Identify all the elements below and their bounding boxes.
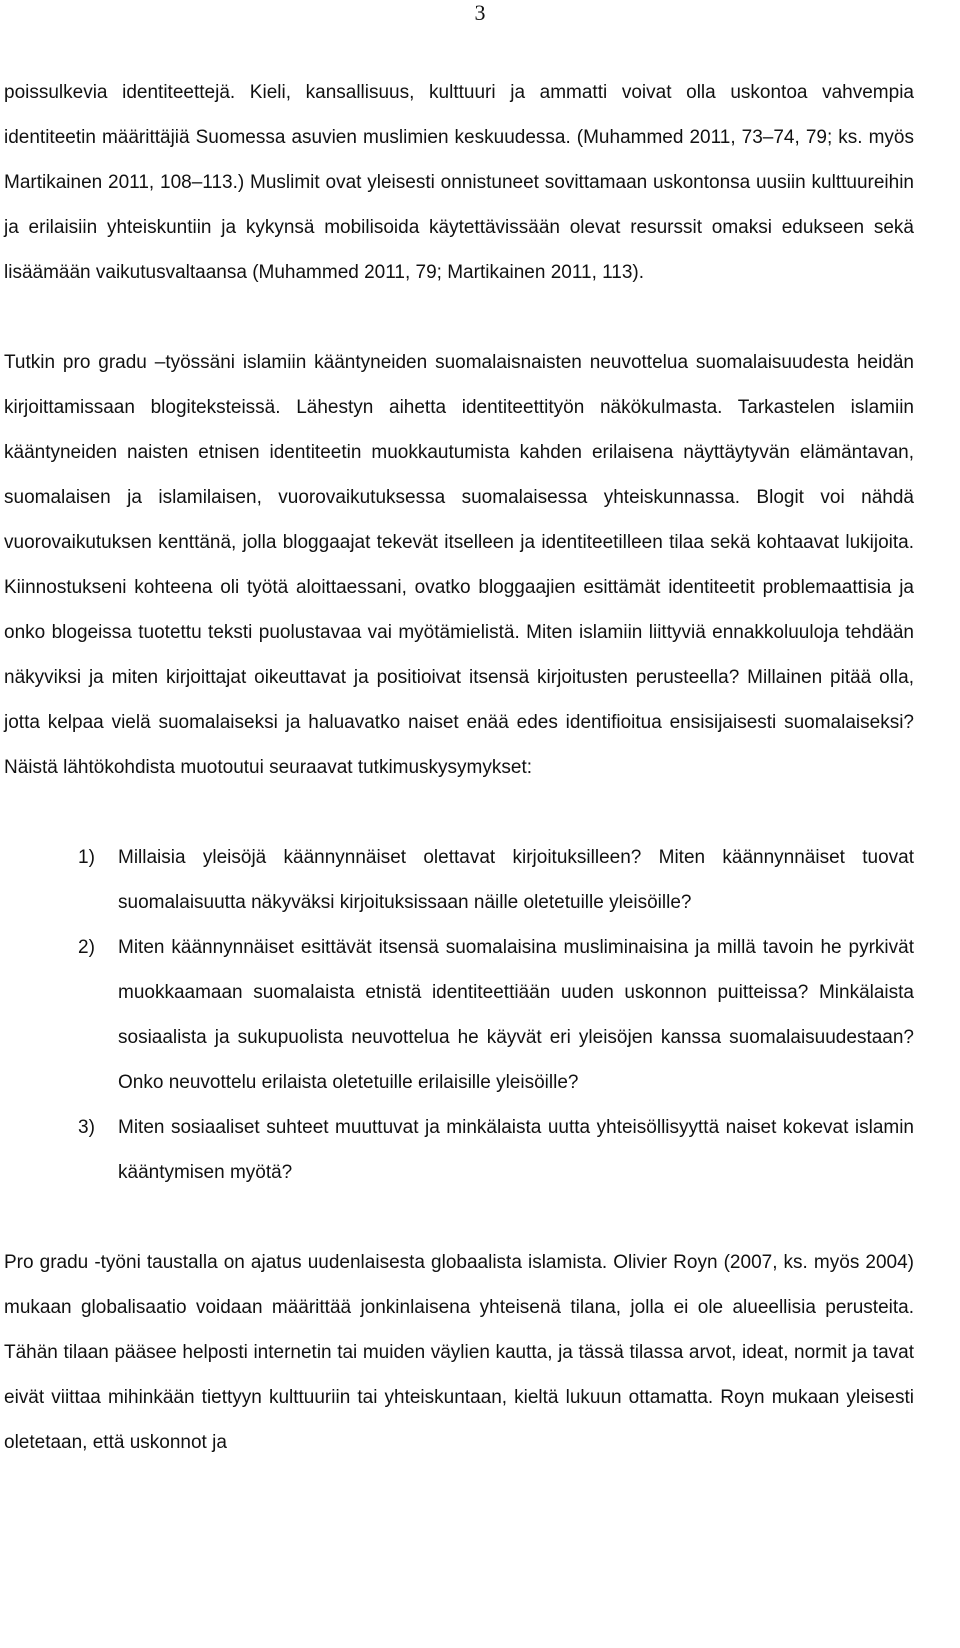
paragraph-gap [4,790,914,835]
list-marker: 2) [78,937,95,958]
list-marker: 3) [78,1117,95,1138]
question-text: Miten käännynnäiset esittävät itsensä suomalaisina musliminaisina ja millä tavoin he pyrkivät muokkaamaan suomalaista etnistä identiteettiään uuden uskonnon puitteissa? Minkälaista sosiaalista ja sukupuolista neuvottelua he käyvät eri yleisöjen kanssa suomalaisuudestaan? Onko neuvottelu erilaista oletetuille erilaisille yleisöille? [118,937,914,1093]
document-body [4,70,914,1465]
paragraph-gap [4,295,914,340]
paragraph-gap [4,1195,914,1240]
paragraph-research-intro: Tutkin pro gradu –työssäni islamiin kääntyneiden suomalaisnaisten neuvottelua suomalaisuudesta heidän kirjoittamissaan blogiteksteissä. Lähestyn aihetta identiteettityön näkökulmasta. Tarkastelen islamiin kääntyneiden naisten etnisen identiteetin muokkautumista kahden erilaisena näyttäytyvän elämäntavan, suomalaisen ja islamilaisen, vuorovaikutuksessa suomalaisessa yhteiskunnassa. Blogit voi nähdä vuorovaikutuksen kenttänä, jolla bloggaajat tekevät itselleen ja identiteetilleen tilaa sekä kohtaavat lukijoita. Kiinnostukseni kohteena oli työtä aloittaessani, ovatko bloggaajien esittämät identiteetit problemaattisia ja onko blogeissa tuotettu teksti puolustavaa vai myötämielistä. Miten islamiin liittyviä ennakkoluuloja tehdään näkyviksi ja miten kirjoittajat oikeuttavat ja positioivat itsensä kirjoitusten perusteella? Millainen pitää olla, jotta kelpaa vielä suomalaiseksi ja haluavatko naiset enää edes identifioitua ensisijaisesti suomalaiseksi? Näistä lähtökohdista muotoutui seuraavat tutkimuskysymykset: [4,352,914,778]
research-question-2 [4,925,914,1105]
research-question-1 [4,835,914,925]
list-marker: 1) [78,847,95,868]
research-question-3 [4,1105,914,1195]
paragraph-identities: poissulkevia identiteettejä. Kieli, kansallisuus, kulttuuri ja ammatti voivat olla uskontoa vahvempia identiteetin määrittäjiä Suomessa asuvien muslimien keskuudessa. (Muhammed 2011, 73–74, 79; ks. myös Martikainen 2011, 108–113.) Muslimit ovat yleisesti onnistuneet sovittamaan uskontonsa uusiin kulttuureihin ja erilaisiin yhteiskuntiin ja kykynsä mobilisoida käytettävissään olevat resurssit omaksi edukseen sekä lisäämään vaikutusvaltaansa (Muhammed 2011, 79; Martikainen 2011, 113). [4,82,914,283]
paragraph-global-islam: Pro gradu -työni taustalla on ajatus uudenlaisesta globaalista islamista. Olivier Royn (2007, ks. myös 2004) mukaan globalisaatio voidaan määrittää jonkinlaisena yhteisenä tilana, jolla ei ole alueellisia perusteita. Tähän tilaan pääsee helposti internetin tai muiden väylien kautta, ja tässä tilassa arvot, ideat, normit ja tavat eivät viittaa mihinkään tiettyyn kulttuuriin tai yhteiskuntaan, kieltä lukuun ottamatta. Royn mukaan yleisesti oletetaan, että uskonnot ja [4,1252,914,1453]
page-number: 3 [474,0,486,25]
research-questions-list [4,835,914,1195]
question-text: Miten sosiaaliset suhteet muuttuvat ja minkälaista uutta yhteisöllisyyttä naiset kokevat islamin kääntymisen myötä? [118,1117,914,1183]
question-text: Millaisia yleisöjä käännynnäiset olettavat kirjoituksilleen? Miten käännynnäiset tuovat suomalaisuutta näkyväksi kirjoituksissaan näille oletetuille yleisöille? [118,847,914,913]
